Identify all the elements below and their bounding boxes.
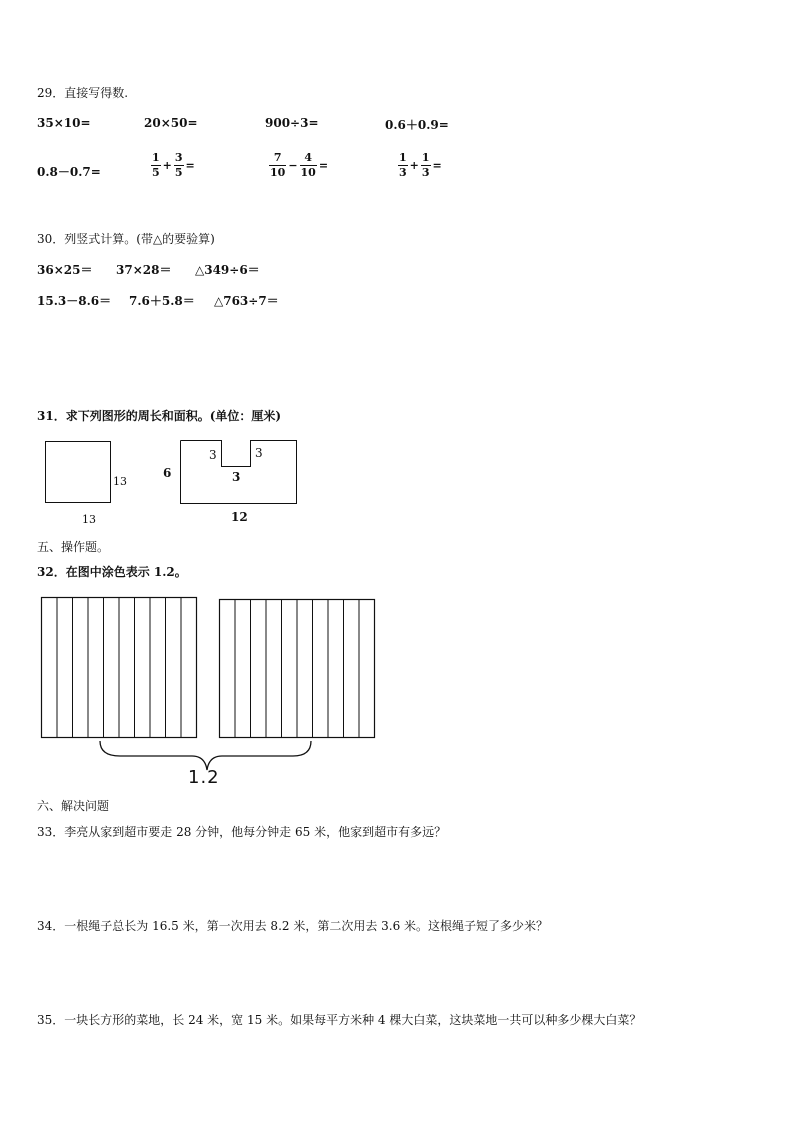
shape-left-label: 6 [163, 466, 172, 480]
strip-box-left [42, 598, 197, 738]
shape-notch-left-label: 3 [209, 448, 217, 462]
shape-bottom-label: 12 [231, 510, 248, 524]
q30-title: 30．列竖式计算。(带△的要验算) [37, 232, 215, 246]
operator: + [409, 159, 419, 172]
q34-text: 34．一根绳子总长为 16.5 米，第一次用去 8.2 米，第二次用去 3.6 米。这根绳子短了多少米？ [37, 919, 549, 933]
equals-sign: = [432, 159, 442, 172]
square-bottom-label: 13 [82, 513, 96, 526]
shape-notch-bottom-label: 3 [232, 470, 241, 484]
denominator: 10 [300, 166, 316, 179]
q29-problem-3: 900÷3= [265, 116, 319, 130]
operator: + [162, 159, 172, 172]
strip-box-right [220, 600, 375, 738]
denominator: 5 [152, 166, 160, 179]
q35-text: 35．一块长方形的菜地，长 24 米，宽 15 米。如果每平方米种 4 棵大白菜，这块菜地一共可以种多少棵大白菜？ [37, 1013, 642, 1027]
q29-problem-1: 35×10= [37, 116, 91, 130]
q30-problem-3: △349÷6＝ [195, 263, 260, 277]
denominator: 5 [174, 166, 183, 179]
square-side-label: 13 [113, 475, 127, 488]
q29-problem-2: 20×50= [144, 116, 198, 130]
numerator: 1 [399, 151, 407, 164]
q29-problem-5: 0.8－0.7= [37, 165, 101, 179]
q33-text: 33．李亮从家到超市要走 28 分钟，他每分钟走 65 米，他家到超市有多远？ [37, 825, 447, 839]
q30-problem-5: 7.6＋5.8＝ [129, 294, 195, 308]
operator: − [288, 159, 298, 172]
section-6-title: 六、解决问题 [37, 799, 110, 813]
q30-problem-2: 37×28＝ [116, 263, 172, 277]
numerator: 7 [273, 151, 282, 164]
equals-sign: = [185, 159, 195, 172]
q29-title: 29．直接写得数. [37, 86, 129, 100]
shape-notch-right-label: 3 [255, 446, 263, 460]
section-5-title: 五、操作题。 [37, 540, 110, 554]
denominator: 10 [270, 166, 286, 179]
curly-brace [100, 741, 311, 770]
numerator: 1 [421, 151, 430, 164]
q30-problem-6: △763÷7＝ [214, 294, 279, 308]
q29-problem-4: 0.6＋0.9= [385, 118, 449, 132]
q31-title: 31．求下列图形的周长和面积。(单位：厘米) [37, 409, 282, 423]
denominator: 3 [421, 166, 430, 179]
numerator: 1 [152, 151, 160, 164]
equals-sign: = [318, 159, 329, 172]
q30-problem-4: 15.3－8.6＝ [37, 294, 112, 308]
numerator: 4 [304, 151, 313, 164]
q30-problem-1: 36×25＝ [37, 263, 93, 277]
q32-title: 32．在图中涂色表示 1.2。 [37, 565, 187, 579]
numerator: 3 [174, 151, 183, 164]
brace-label: 1.2 [188, 767, 220, 788]
denominator: 3 [399, 166, 407, 179]
